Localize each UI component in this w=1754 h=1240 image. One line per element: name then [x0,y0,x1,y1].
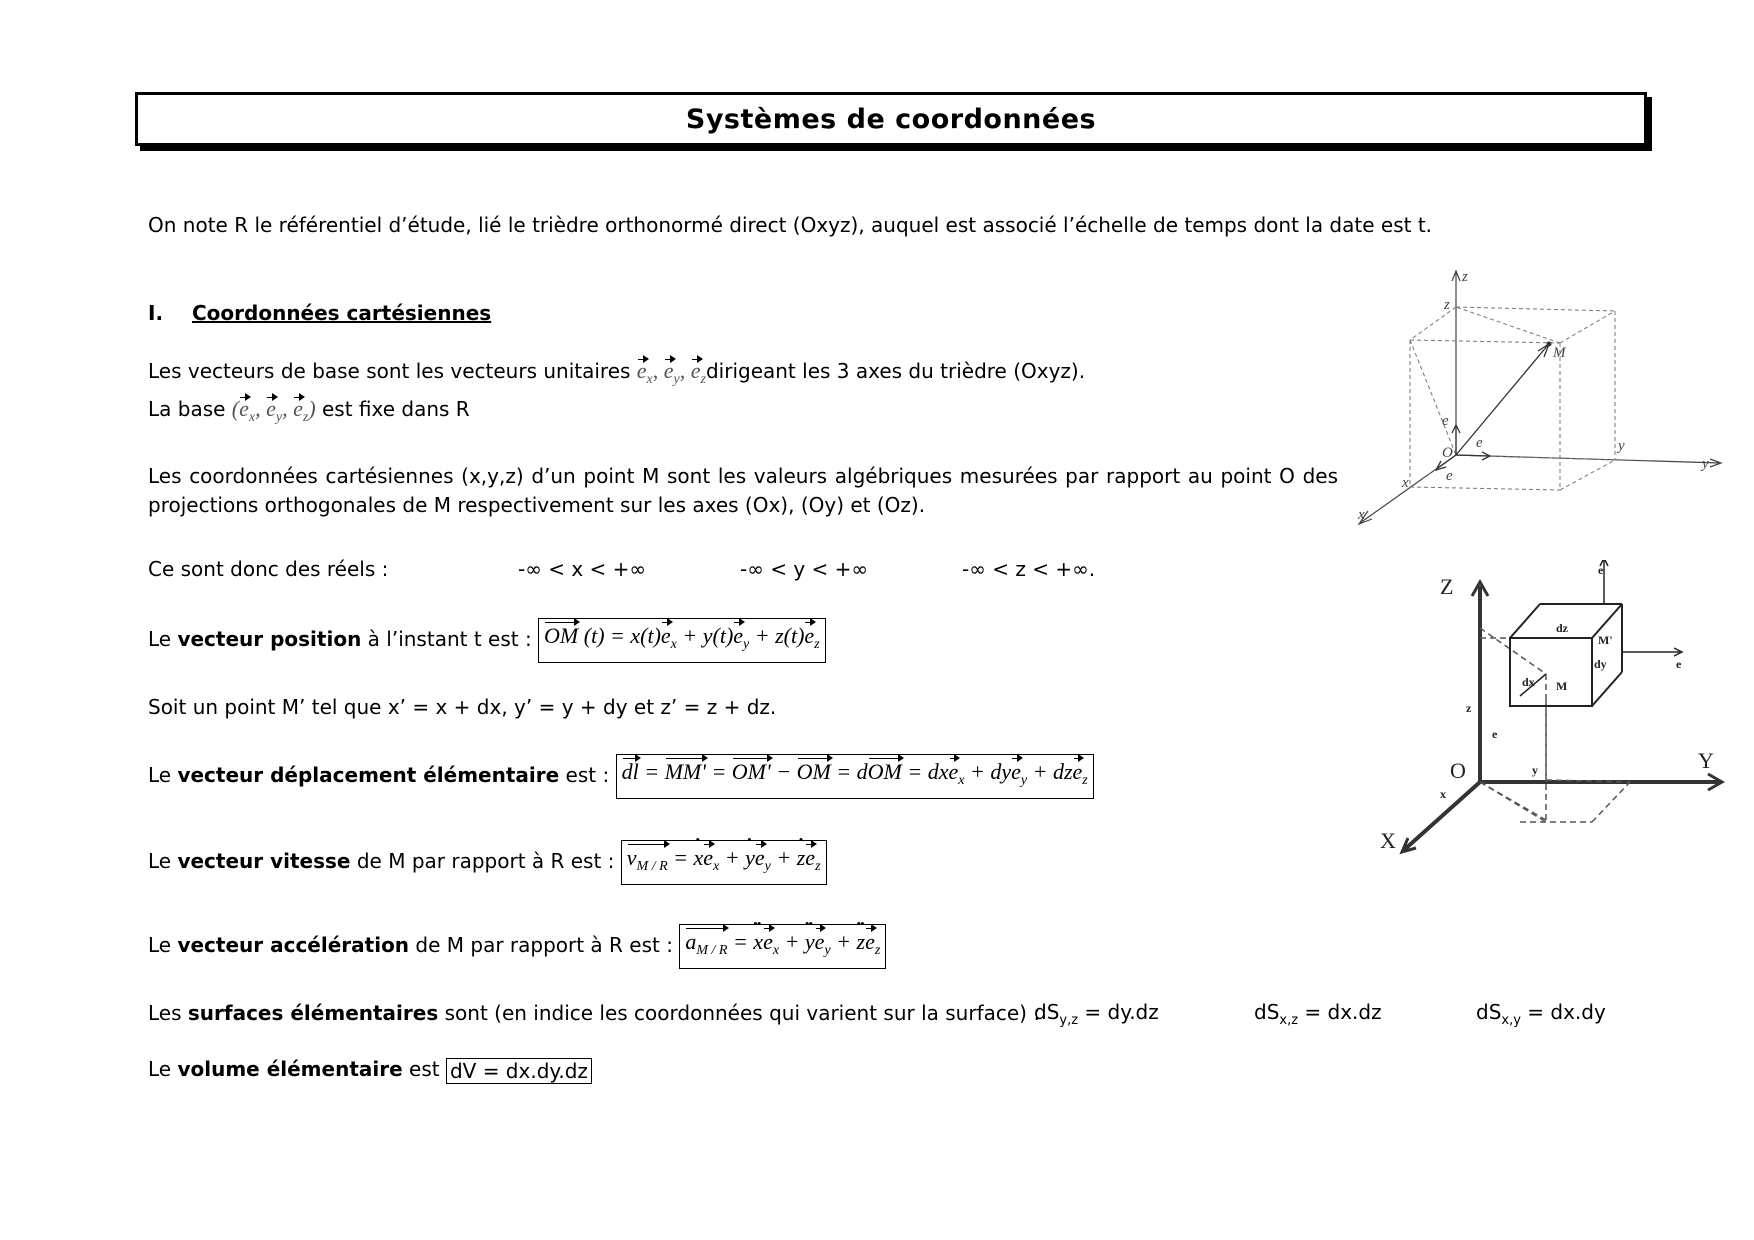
range-x: -∞ < x < +∞ [518,557,647,581]
deplacement-bold: vecteur déplacement élémentaire [177,763,560,787]
range-z: -∞ < z < +∞. [962,557,1096,581]
fig1-ey-label: e [1476,435,1483,451]
fig2-ex-label: e [1492,727,1498,741]
fig2-z-tick: z [1466,701,1472,715]
position-line: Le vecteur position à l’instant t est : OM $(t) = x(t)e_x + y(t)e_y + z(t)e_z$ [148,618,826,663]
position-formula: OM $(t) = x(t)e_x + y(t)e_y + z(t)e_z$ [538,618,826,663]
range-y: -∞ < y < +∞ [740,557,869,581]
fig2-o-label: O [1450,758,1466,783]
fig1-ez-label: e [1442,413,1449,429]
base-formula: ($e_x$, $e_y$, $e_z$) [231,396,316,425]
deplacement-line: Le vecteur déplacement élémentaire est : dl = MM' = OM' − OM = dOM = dxe$_x$ + dye$_y$ + dze$_z$ [148,754,1094,799]
fig2-ey-label: e [1676,657,1682,671]
mprime-line: Soit un point M’ tel que x’ = x + dx, y’ = y + dy et z’ = z + dz. [148,695,777,719]
section-label: Coordonnées cartésiennes [192,301,492,325]
base-line1-before: Les vecteurs de base sont les vecteurs unitaires [148,359,631,383]
fig1-ex-label: e [1446,468,1453,484]
ey-arrow [1456,455,1488,456]
fig2-x-tick: x [1440,787,1446,801]
coords-line2: projections orthogonales de M respectivement sur les axes (Ox), (Oy) et (Oz). [148,493,926,517]
surfaces-line: Les surfaces élémentaires sont (en indice les coordonnées qui varient sur la surface) : [148,1001,1041,1025]
projection-lines [1480,628,1630,822]
fig2-dz-label: dz [1556,621,1568,635]
fig1-y-label: y [1702,456,1709,472]
base-vectors-line [148,358,1085,393]
base-line2-after: est fixe dans R [322,397,470,421]
fig2-z-label: Z [1440,574,1454,599]
acceleration-line: Le vecteur accélération de M par rapport à R est : $a_{M / R}$ = •• $xe_x$ + •• $ye_y$ + •• $ze_z$ [148,924,886,969]
base-line2-before: La base [148,397,226,421]
fig2-dy-label: dy [1594,657,1607,671]
fig2-ez-label: e [1598,563,1604,577]
surface-xy: $dS_{x,y} = dx.dy$ [1476,1000,1606,1028]
fig1-z-label: z [1462,269,1468,285]
base-line1-after: dirigeant les 3 axes du trièdre (Oxyz). [705,359,1086,383]
surfaces-bold: surfaces élémentaires [187,1001,439,1025]
fig1-x-label: x [1358,507,1365,523]
fig1-x-tick: x [1402,475,1409,491]
cartesian-diagram [1350,265,1730,535]
title-box [135,92,1647,146]
fig1-o-label: O [1442,445,1453,461]
page-title: Systèmes de coordonnées [685,103,1097,135]
intro-text: On note R le référentiel d’étude, lié le trièdre orthonormé direct (Oxyz), auquel est associé l’échelle de temps dont la date est t. [148,213,1433,237]
vitesse-formula: $v_{M / R}$ = • $xe_x$ + • $ye_y$ + • $ze_z$ [621,840,827,885]
om-vector [1456,345,1548,455]
vitesse-line: Le vecteur vitesse de M par rapport à R est : $v_{M / R}$ = • $xe_x$ + • $ye_y$ + • $ze_z$ [148,840,827,885]
base-fixed-line [148,396,470,431]
deplacement-formula: dl = MM' = OM' − OM = dOM = dxe$_x$ + dye$_y$ + dze$_z$ [616,754,1094,799]
point-m [1547,342,1552,347]
acceleration-formula: $a_{M / R}$ = •• $xe_x$ + •• $ye_y$ + •• $ze_z$ [679,924,886,969]
section-number: I. [148,301,164,325]
section-heading [148,300,491,326]
volume-line: Le volume élémentaire est dV = dx.dy.dz [148,1056,592,1084]
volume-bold: volume élémentaire [177,1057,403,1081]
unit-vectors-formula: $e_x$, $e_y$, $e_z$ [636,358,706,387]
fig1-m-label: M [1553,345,1566,361]
elementary-volume-diagram [1380,560,1730,860]
coords-line1: Les coordonnées cartésiennes (x,y,z) d’un point M sont les valeurs algébriques mesurées par rapport au point O des [148,464,1338,488]
position-bold: vecteur position [177,627,362,651]
fig2-x-label: X [1380,828,1396,853]
fig2-dx-label: dx [1522,675,1535,689]
fig2-m-label: M [1556,679,1568,693]
reals-label: Ce sont donc des réels : [148,557,389,581]
fig2-mp-label: M' [1598,633,1613,647]
surface-yz: $dS_{y,z} = dy.dz$ [1034,1000,1159,1028]
acceleration-bold: vecteur accélération [177,933,410,957]
fig2-y-label: Y [1698,748,1714,773]
fig1-z-tick: z [1444,297,1450,313]
volume-formula: dV = dx.dy.dz [446,1058,592,1084]
fig1-y-tick: y [1618,438,1625,454]
fig2-y-tick: y [1532,763,1538,777]
surface-xz: $dS_{x,z} = dx.dz$ [1254,1000,1382,1028]
vitesse-bold: vecteur vitesse [177,849,351,873]
